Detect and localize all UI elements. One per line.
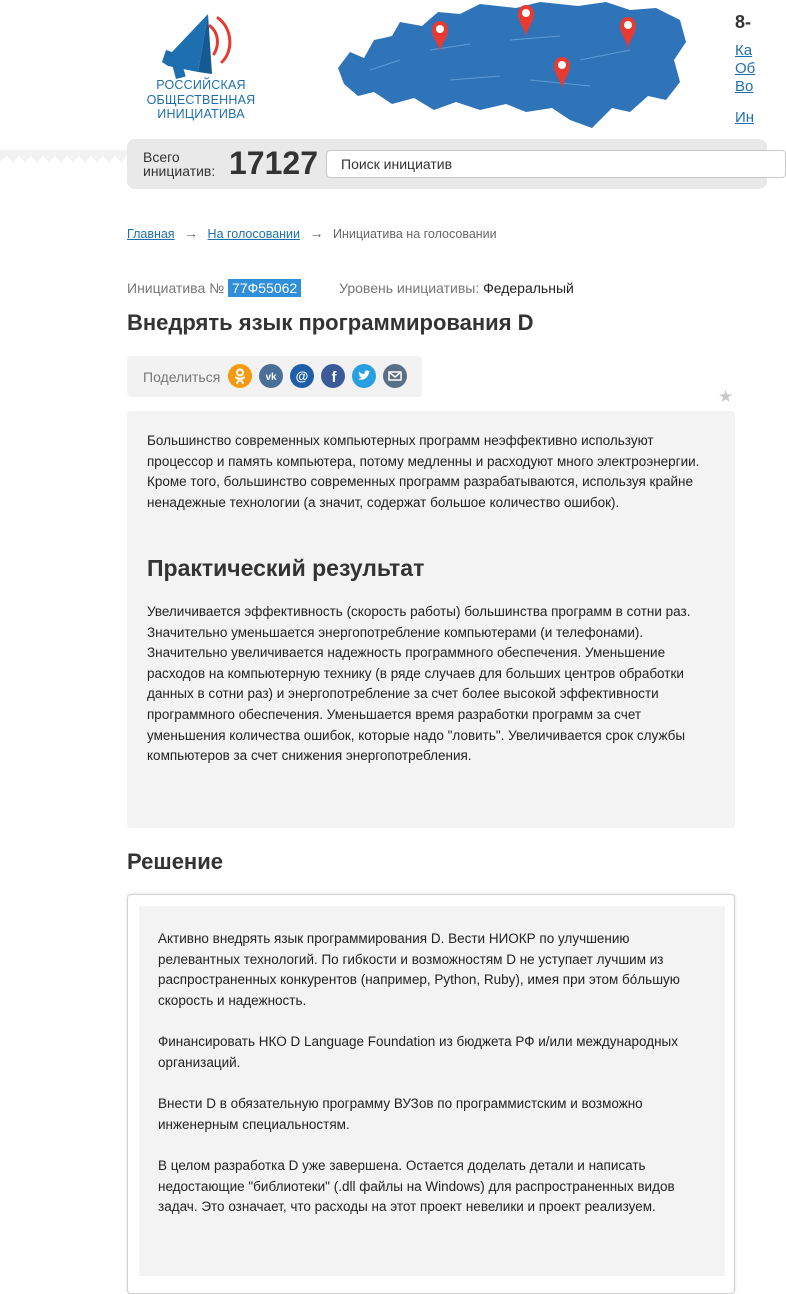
svg-text:@: @: [295, 368, 309, 384]
logo-line: РОССИЙСКАЯ: [156, 78, 246, 92]
logo-line: ИНИЦИАТИВА: [157, 107, 245, 121]
phone-number[interactable]: 8-: [735, 12, 752, 32]
result-heading: Практический результат: [147, 555, 425, 581]
solution-paragraph: Внести D в обязательную программу ВУЗов по программистским и возможно инженерным специальностям.: [158, 1096, 643, 1132]
logo-text: [136, 78, 266, 122]
svg-text:f: f: [331, 369, 337, 386]
total-initiatives-count: 17127: [229, 145, 318, 181]
odnoklassniki-icon[interactable]: [228, 364, 252, 388]
share-label: Поделиться: [143, 369, 221, 385]
breadcrumb-arrow-icon: →: [309, 225, 324, 241]
initiative-description: [127, 411, 735, 828]
header-links: [735, 42, 755, 127]
page-title: Внедрять язык программирования D: [127, 310, 534, 335]
solution-heading: Решение: [127, 849, 223, 874]
breadcrumb-home-link[interactable]: Главная: [127, 227, 175, 241]
mailru-icon[interactable]: [290, 364, 314, 388]
email-icon[interactable]: [383, 364, 407, 388]
site-header: [0, 0, 756, 140]
logo-line: ОБЩЕСТВЕННАЯ: [146, 92, 256, 107]
twitter-icon[interactable]: [352, 364, 376, 388]
initiative-number: 77Ф55062: [228, 279, 301, 297]
breadcrumb-arrow-icon: →: [184, 225, 199, 241]
total-label-line: Всего: [143, 149, 180, 165]
total-label-line: инициатив:: [143, 163, 216, 179]
favorite-star-icon[interactable]: ★: [718, 387, 734, 406]
initiative-number-label: Инициатива №: [127, 280, 225, 296]
result-paragraph: Увеличивается эффективность (скорость работы) большинства программ в сотни раз. Значительно уменьшается энергопотребление компьютерами (и телефонами). Значительно увеличивается надежность программного обеспечения. Уменьшение расходов на компьютерную технику (в ряде случаев для больших центров обработки данных в сотни раз) и энергопотребление за счет более высокой эффективности программного обеспечения. Уменьшается время разработки программ за счет уменьшения количества ошибок, которые надо "ловить". Увеличивается срок службы компьютеров за счет снижения энергопотребления.: [147, 604, 691, 764]
intro-paragraph: Большинство современных компьютерных программ неэффективно используют процессор и память компьютера, потому медленны и расходуют много электроэнергии. Кроме того, большинство современных программ разрабатываются, используя крайне ненадежные технологии (а значит, содержат большое количество ошибок).: [147, 433, 700, 510]
breadcrumb-voting-link[interactable]: На голосовании: [207, 227, 301, 241]
facebook-icon[interactable]: [321, 364, 345, 388]
search-bar: [127, 139, 767, 189]
initiative-level-value: Федеральный: [483, 280, 574, 296]
share-bar: [127, 356, 422, 397]
solution-paragraph: Финансировать НКО D Language Foundation из бюджета РФ и/или международных организаций.: [158, 1034, 678, 1070]
total-initiatives-label: [143, 150, 223, 178]
breadcrumb: [127, 225, 497, 241]
breadcrumb-current: Инициатива на голосовании: [332, 227, 497, 241]
russia-map-image: [330, 0, 690, 135]
header-link[interactable]: Ин: [735, 109, 755, 126]
initiative-level-label: Уровень инициативы:: [339, 280, 480, 296]
solution-panel: [127, 894, 735, 1294]
svg-text:vk: vk: [265, 372, 277, 383]
solution-paragraph: В целом разработка D уже завершена. Остается доделать детали и написать недостающие "библиотеки" (.dll файлы на Windows) для распространенных видов задач. Это означает, что расходы на этот проект невелики и проект реализуем.: [158, 1158, 675, 1215]
search-input[interactable]: [326, 150, 786, 178]
solution-paragraph: Активно внедрять язык программирования D. Вести НИОКР по улучшению релевантных технологий. По гибкости и возможностям D не уступает лучшим из распространенных конкурентов (например, Python, Ruby), имея при этом бóльшую скорость и надежность.: [158, 931, 680, 1008]
header-link[interactable]: Во: [735, 78, 754, 95]
vkontakte-icon[interactable]: [259, 364, 283, 388]
solution-content: [139, 906, 725, 1276]
initiative-meta: [127, 280, 574, 296]
header-link[interactable]: Об: [735, 60, 756, 77]
header-link[interactable]: Ка: [735, 42, 753, 59]
